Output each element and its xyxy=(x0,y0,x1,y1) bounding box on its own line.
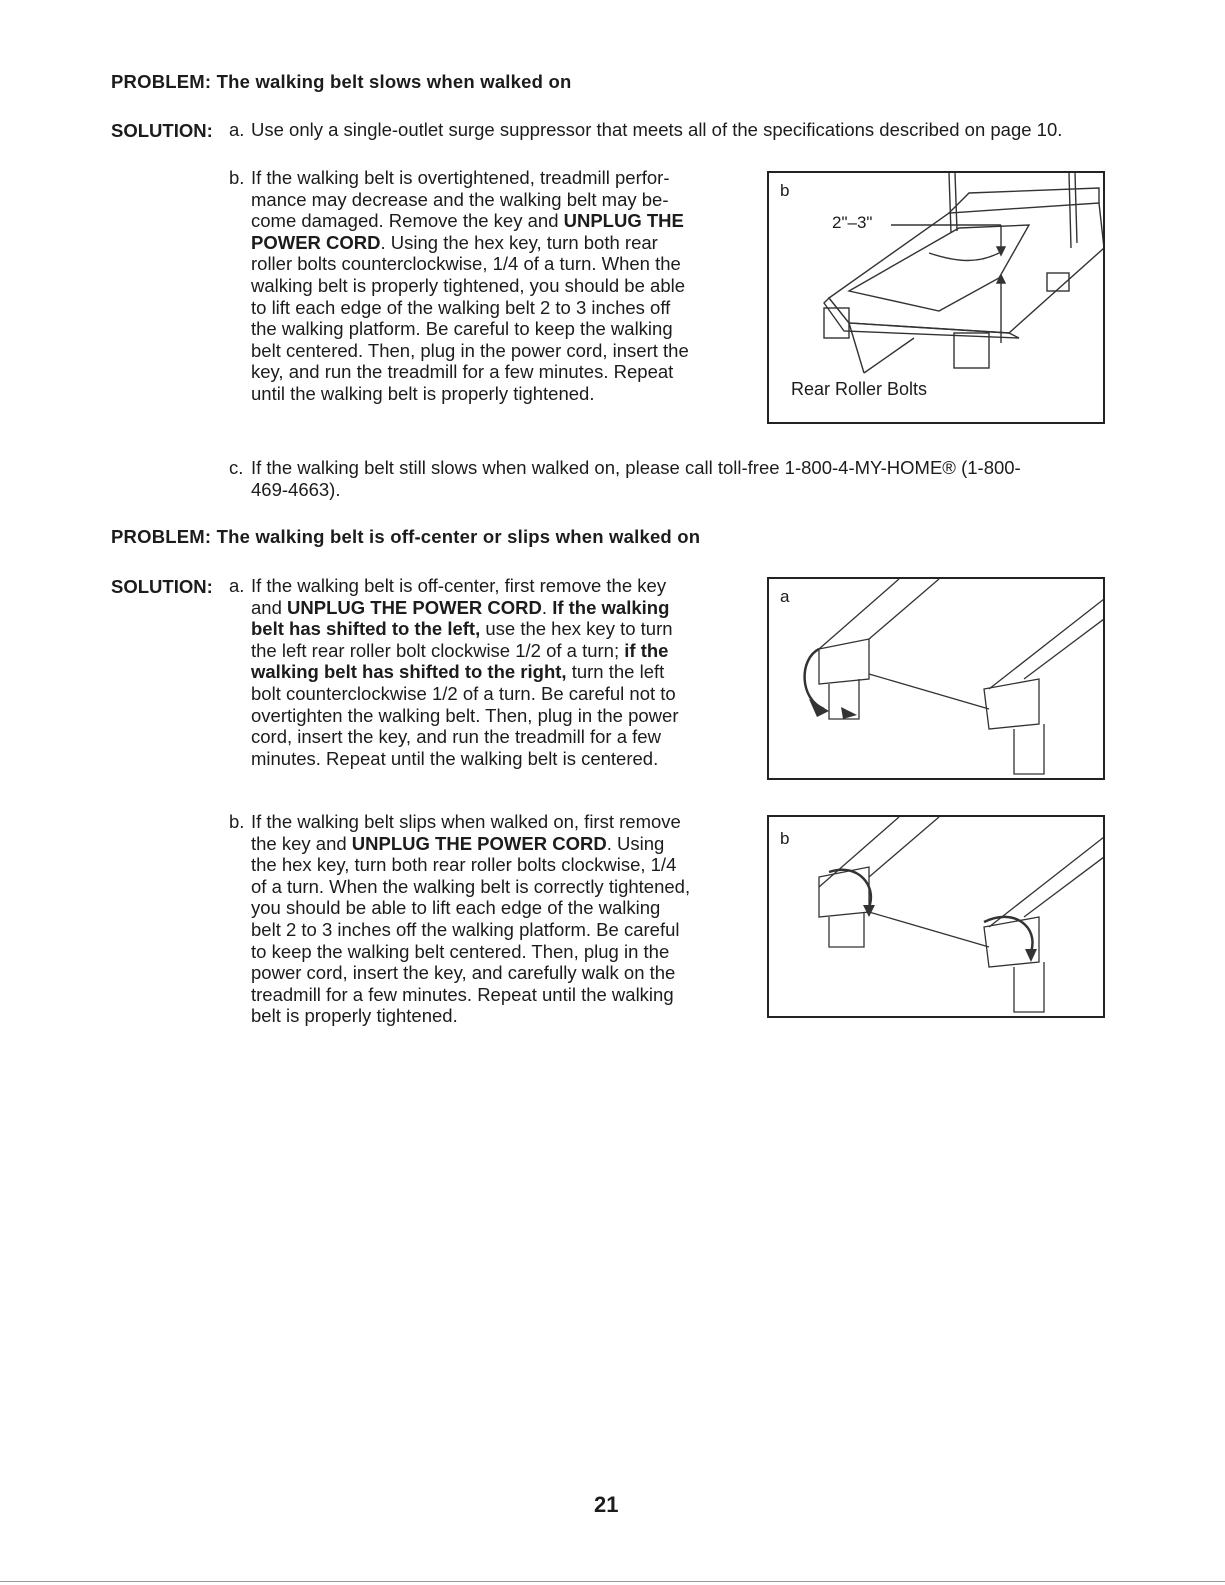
figure-both-bolts-adjust xyxy=(767,815,1105,1018)
solution-b-text: If the walking belt is overtightened, treadmill perfor- mance may decrease and the walking belt may be- come damaged. Remove the key and UNPLUG THE POWER CORD. Using the hex key, turn both rear roller bolts counterclockwise, 1/4 of a turn. When the walking belt is properly tightened, you should be able to lift each edge of the walking belt 2 to 3 inches off the walking platform. Be careful to keep the walking belt centered. Then, plug in the power cord, insert the key, and run the treadmill for a few minutes. Repeat until the walking belt is properly tightened. xyxy=(251,167,689,404)
figure-rear-roller-bolts xyxy=(767,171,1105,424)
figure-letter: a xyxy=(780,587,790,606)
problem-text: The walking belt slows when walked on xyxy=(216,71,572,92)
figure-left-bolt-adjust xyxy=(767,577,1105,780)
figure-letter: b xyxy=(780,181,790,200)
item-letter-b: b. xyxy=(229,167,245,188)
solution-a-text: If the walking belt is off-center, first remove the key and UNPLUG THE POWER CORD. If the walking belt has shifted to the left, use the hex key to turn the left rear roller bolt clockwise 1/2 of a turn; if the walking belt has shifted to the right, turn the left bolt counterclockwise 1/2 of a turn. Be careful not to overtighten the walking belt. Then, plug in the power cord, insert the key, and run the treadmill for a few minutes. Repeat until the walking belt is centered. xyxy=(251,575,679,769)
emphasis-power-cord: POWER CORD xyxy=(251,231,381,253)
roller-bolts-illustration xyxy=(769,817,1105,1018)
item-letter-a: a. xyxy=(229,575,245,596)
solution-c-text: If the walking belt still slows when walked on, please call toll-free 1-800-4-MY-HOME® (1-800- 469-4663). xyxy=(251,457,1021,500)
figure-letter: b xyxy=(780,829,790,848)
measurement-label: 2"–3" xyxy=(832,213,873,232)
problem-heading-2 xyxy=(111,526,700,548)
problem-heading-1 xyxy=(111,71,571,93)
item-letter-b: b. xyxy=(229,811,245,832)
emphasis-unplug: UNPLUG THE xyxy=(563,210,684,232)
roller-bolt-illustration xyxy=(769,579,1105,780)
solution-b-text: If the walking belt slips when walked on, first remove the key and UNPLUG THE POWER CORD. Using the hex key, turn both rear roller bolts clockwise, 1/4 of a turn. When the walking belt is correctly tightened, you should be able to lift each edge of the walking belt 2 to 3 inches off the walking platform. Be careful to keep the walking belt centered. Then, plug in the power cord, insert the key, and carefully walk on the treadmill for a few minutes. Repeat until the walking belt is properly tightened. xyxy=(251,811,691,1027)
figure-caption: Rear Roller Bolts xyxy=(791,379,928,399)
solution-label: SOLUTION: xyxy=(111,576,213,597)
solution-label: SOLUTION: xyxy=(111,120,213,141)
problem-text: The walking belt is off-center or slips when walked on xyxy=(216,526,701,547)
solution-a-text: Use only a single-outlet surge suppressor that meets all of the specifications described on page 10. xyxy=(251,119,1063,140)
problem-label: PROBLEM: xyxy=(111,71,212,92)
bottom-rule xyxy=(0,1581,1225,1582)
item-letter-c: c. xyxy=(229,457,244,478)
page-number: 21 xyxy=(594,1492,619,1517)
item-letter-a: a. xyxy=(229,119,245,140)
problem-label: PROBLEM: xyxy=(111,526,212,547)
